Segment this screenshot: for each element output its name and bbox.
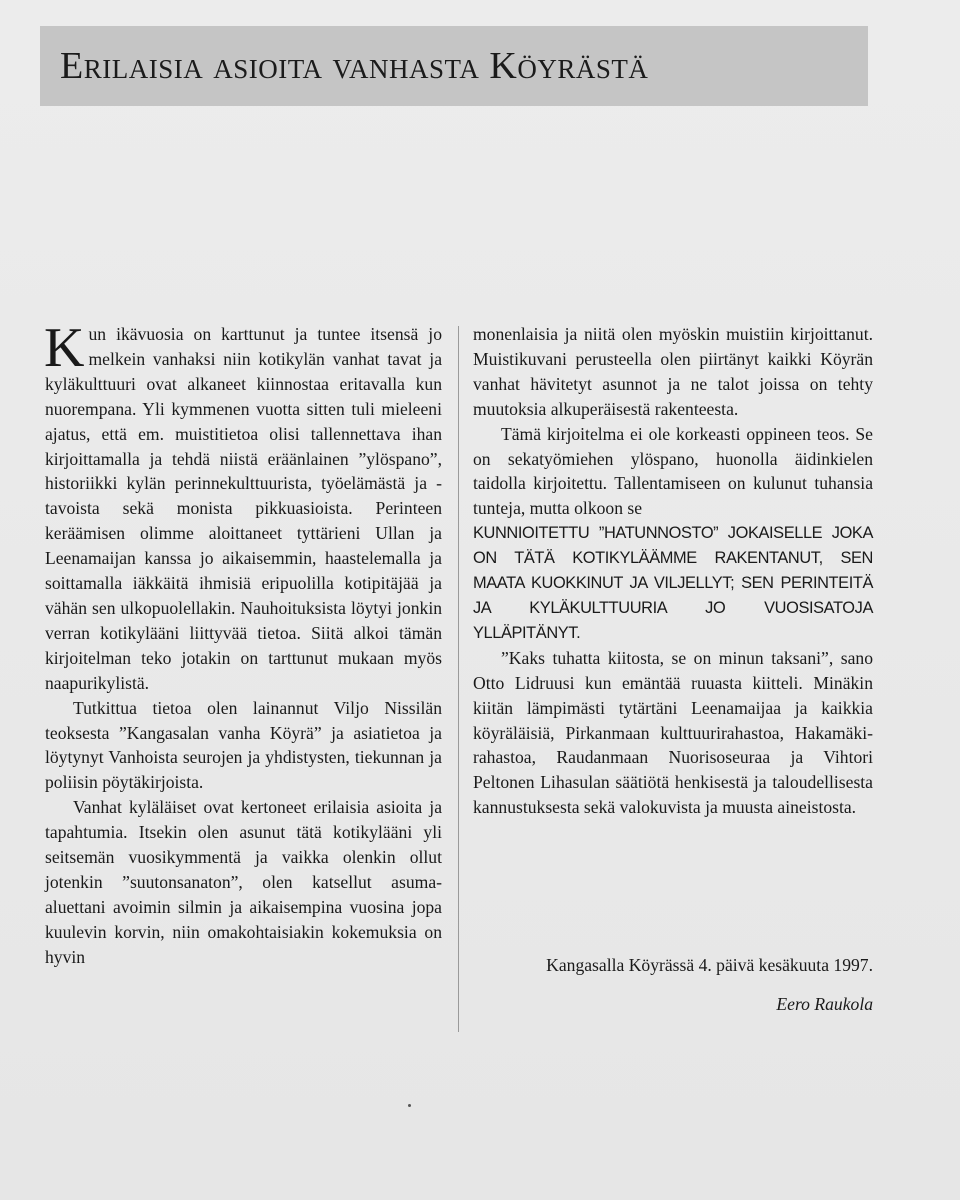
paragraph-3: Vanhat kyläläiset ovat kertoneet erilaisia asioita ja tapahtumia. Itsekin olen asunut tätä kotikylääni yli seitsemän vuosikymmentä ja vaikka olenkin ollut jotenkin ”suutonsanaton”, olen katsellut asuma-aluettani avoimin silmin ja aikaisempina vuosina jopa kuulevin korvin, niin omakohtaisiakin kokemuksia on hyvin <box>45 797 442 967</box>
left-column <box>44 317 442 970</box>
dateline: Kangasalla Köyrässä 4. päivä kesäkuuta 1997. <box>546 955 873 975</box>
column-divider <box>458 326 459 1032</box>
right-column <box>473 322 873 820</box>
dedication-paragraph: KUNNIOITETTU ”HATUNNOSTO” JOKAISELLE JOKA ON TÄTÄ KOTIKYLÄÄMME RAKENTANUT, SEN MAATA KUOKKINUT JA VILJELLYT; SEN PERINTEITÄ JA KYLÄKULTTUURIA JO VUOSISATOJA YLLÄPITÄNYT. <box>473 524 873 642</box>
paragraph-4: monenlaisia ja niitä olen myöskin muistiin kirjoittanut. Muistikuvani perusteella olen piirtänyt kaikki Köyrän vanhat hävitetyt asunnot ja ne talot joissa on tehty muutoksia alkuperäisestä rakenteesta. <box>473 324 873 419</box>
paragraph-1-text: un ikävuosia on karttunut ja tuntee itsensä jo melkein vanhaksi niin kotikylän vanhat tavat ja kyläkulttuuri ovat alkaneet kiinnostaa eritavalla kun nuorempana. Yli kymmenen vuotta sitten tuli mieleeni ajatus, että em. muistitietoa olisi tallennettava ihan kirjoittamalla ja tehdä niistä eräänlainen ”ylöspano”, historiikki kylän perinnekulttuurista, työelämästä ja -tavoista sekä monista pikkuasioista. Perinteen keräämisen olimme aloittaneet tyttärieni Ullan ja Leenamaijan kanssa jo aikaisemmin, haastelemalla ja soittamalla iäkkäitä ihmisiä eripuolilla kotipitäjää ja vähän sen ulkopuolellakin. Nauhoituksista löytyi jonkin verran kotikylääni liittyvää tietoa. Siitä alkoi tämän kirjoitelman teko jotakin on tarttunut mukaan myös naapurikylistä. <box>45 324 442 693</box>
page-title: Erilaisia asioita vanhasta Köyrästä <box>60 45 649 87</box>
author-signature: Eero Raukola <box>776 994 873 1014</box>
page-mark <box>408 1104 411 1107</box>
drop-cap: K <box>44 317 85 379</box>
paragraph-6: ”Kaks tuhatta kiitosta, se on minun taksani”, sano Otto Lidruusi kun emäntää ruuasta kiitteli. Minäkin kiitän lämpimästi tytärtäni Leenamaijaa ja kaikkia köyräläisiä, Pirkanmaan kulttuurirahastoa, Hakamäki-rahastoa, Raudanmaan Nuorisoseuraa ja Vihtori Peltonen Lihasulan säätiötä henkisestä ja taloudellisesta kannustuksesta sekä valokuvista ja muusta aineistosta. <box>473 647 873 818</box>
paragraph-1 <box>44 317 442 696</box>
paragraph-5: Tämä kirjoitelma ei ole korkeasti oppineen teos. Se on sekatyömiehen ylöspano, huonolla äidinkielen taidolla kirjoitettu. Tallentamiseen on kulunut tuhansia tunteja, mutta olkoon se <box>473 423 873 519</box>
paragraph-2: Tutkittua tietoa olen lainannut Viljo Nissilän teoksesta ”Kangasalan vanha Köyrä” ja asiatietoa ja löytynyt Vanhoista seurojen ja yhdistysten, tiekunnan ja poliisin pöytäkirjoista. <box>45 697 442 793</box>
